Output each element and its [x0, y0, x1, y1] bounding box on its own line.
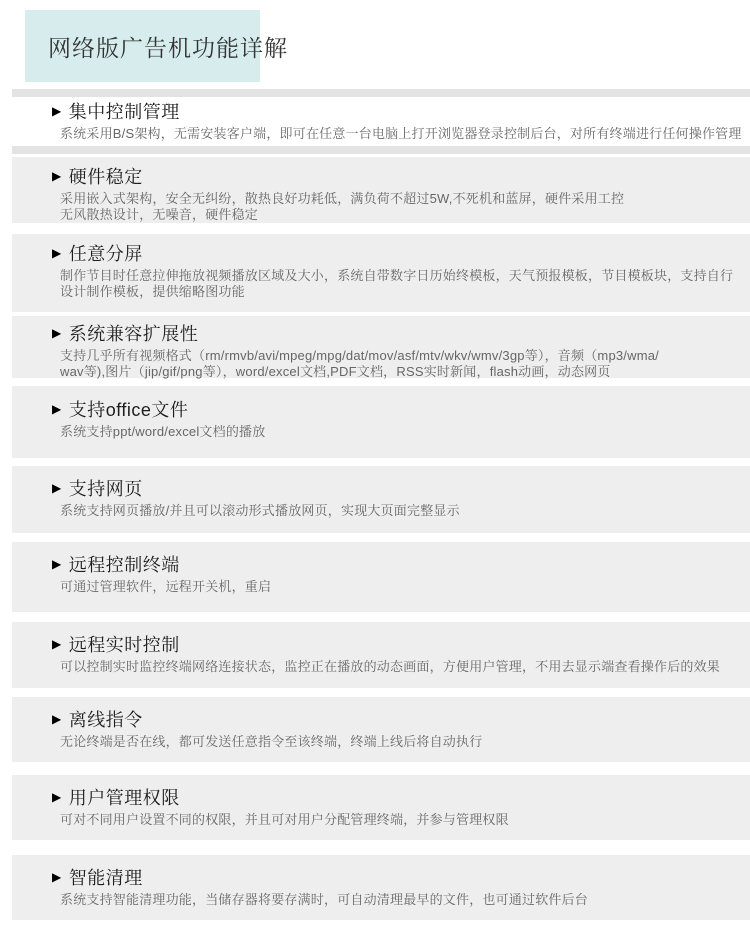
divider-below-first-section — [12, 146, 750, 154]
triangle-bullet-icon: ▶ — [52, 169, 62, 183]
feature-header — [12, 165, 750, 187]
feature-title: 硬件稳定 — [68, 167, 143, 187]
triangle-bullet-icon: ▶ — [52, 481, 62, 495]
feature-body — [12, 424, 750, 440]
feature-body — [12, 892, 750, 908]
triangle-bullet-icon: ▶ — [52, 104, 62, 118]
feature-body-line: 系统采用B/S架构，无需安装客户端，即可在任意一台电脑上打开浏览器登录控制后台，对所有终端进行任何操作管理 — [60, 126, 742, 141]
feature-title: 远程控制终端 — [68, 555, 180, 575]
feature-body-line: 支持几乎所有视频格式（rm/rmvb/avi/mpeg/mpg/dat/mov/asf/mtv/wkv/wmv/3gp等），音频（mp3/wma/ — [60, 348, 659, 363]
triangle-bullet-icon: ▶ — [52, 557, 62, 571]
triangle-bullet-icon: ▶ — [52, 712, 62, 726]
feature-section-remote-terminal-control — [12, 542, 750, 612]
feature-header — [12, 866, 750, 888]
feature-title: 系统兼容扩展性 — [68, 324, 199, 344]
feature-header — [12, 633, 750, 655]
feature-body — [12, 579, 750, 595]
feature-header — [12, 242, 750, 264]
feature-body — [12, 812, 750, 828]
feature-body-line: 可通过管理软件，远程开关机，重启 — [60, 579, 272, 594]
feature-body-line: 无风散热设计，无噪音，硬件稳定 — [60, 206, 259, 222]
feature-title: 远程实时控制 — [68, 635, 180, 655]
feature-body-line: 系统支持网页播放/并且可以滚动形式播放网页，实现大页面完整显示 — [60, 503, 460, 518]
feature-title: 任意分屏 — [68, 244, 143, 264]
feature-header — [12, 786, 750, 808]
feature-header — [12, 398, 750, 420]
feature-section-web-pages — [12, 466, 750, 533]
feature-body-line: 设计制作模板，提供缩略图功能 — [60, 283, 245, 299]
feature-title: 用户管理权限 — [68, 788, 180, 808]
triangle-bullet-icon: ▶ — [52, 246, 62, 260]
feature-header — [12, 553, 750, 575]
triangle-bullet-icon: ▶ — [52, 326, 62, 340]
triangle-bullet-icon: ▶ — [52, 870, 62, 884]
feature-body — [12, 191, 750, 222]
feature-title: 离线指令 — [68, 710, 143, 730]
feature-section-split-screen — [12, 234, 750, 312]
feature-body — [12, 503, 750, 519]
feature-body-line: 可以控制实时监控终端网络连接状态，监控正在播放的动态画面，方便用户管理，不用去显示端查看操作后的效果 — [60, 659, 721, 674]
page-title-box — [25, 10, 288, 82]
feature-header — [12, 708, 750, 730]
feature-section-offline-commands — [12, 697, 750, 762]
feature-body — [12, 348, 750, 379]
feature-header — [12, 100, 750, 122]
feature-header — [12, 322, 750, 344]
feature-body-line: 可对不同用户设置不同的权限，并且可对用户分配管理终端，并参与管理权限 — [60, 812, 509, 827]
triangle-bullet-icon: ▶ — [52, 790, 62, 804]
feature-title: 集中控制管理 — [68, 102, 180, 122]
feature-title: 支持网页 — [68, 479, 143, 499]
divider-top — [12, 89, 750, 97]
feature-body-line: wav等),图片（jip/gif/png等），word/excel文档,PDF文档，RSS实时新闻，flash动画，动态网页 — [60, 363, 611, 379]
feature-title: 支持office文件 — [68, 400, 189, 420]
feature-body-line: 系统支持智能清理功能，当储存器将要存满时，可自动清理最早的文件，也可通过软件后台 — [60, 892, 589, 907]
feature-list — [12, 89, 750, 920]
feature-body — [12, 659, 750, 675]
feature-title: 智能清理 — [68, 868, 143, 888]
feature-body — [12, 126, 750, 142]
feature-body-line: 系统支持ppt/word/excel文档的播放 — [60, 424, 266, 439]
feature-section-central-control — [12, 97, 750, 146]
feature-body-line: 无论终端是否在线，都可发送任意指令至该终端，终端上线后将自动执行 — [60, 734, 483, 749]
feature-body — [12, 268, 750, 299]
feature-section-office-files — [12, 386, 750, 458]
feature-section-compatibility — [12, 316, 750, 378]
triangle-bullet-icon: ▶ — [52, 637, 62, 651]
feature-body — [12, 734, 750, 750]
feature-section-smart-cleanup — [12, 855, 750, 920]
feature-section-remote-realtime-control — [12, 622, 750, 688]
feature-section-user-permissions — [12, 775, 750, 840]
triangle-bullet-icon: ▶ — [52, 402, 62, 416]
page-title: 网络版广告机功能详解 — [48, 34, 288, 61]
feature-header — [12, 477, 750, 499]
feature-body-line: 采用嵌入式架构，安全无纠纷，散热良好功耗低，满负荷不超过5W,不死机和蓝屏，硬件采用工控 — [60, 191, 625, 206]
feature-section-hardware-stability — [12, 157, 750, 223]
feature-body-line: 制作节目时任意拉伸拖放视频播放区域及大小，系统自带数字日历始终模板，天气预报模板，节目模板块，支持自行 — [60, 268, 734, 283]
